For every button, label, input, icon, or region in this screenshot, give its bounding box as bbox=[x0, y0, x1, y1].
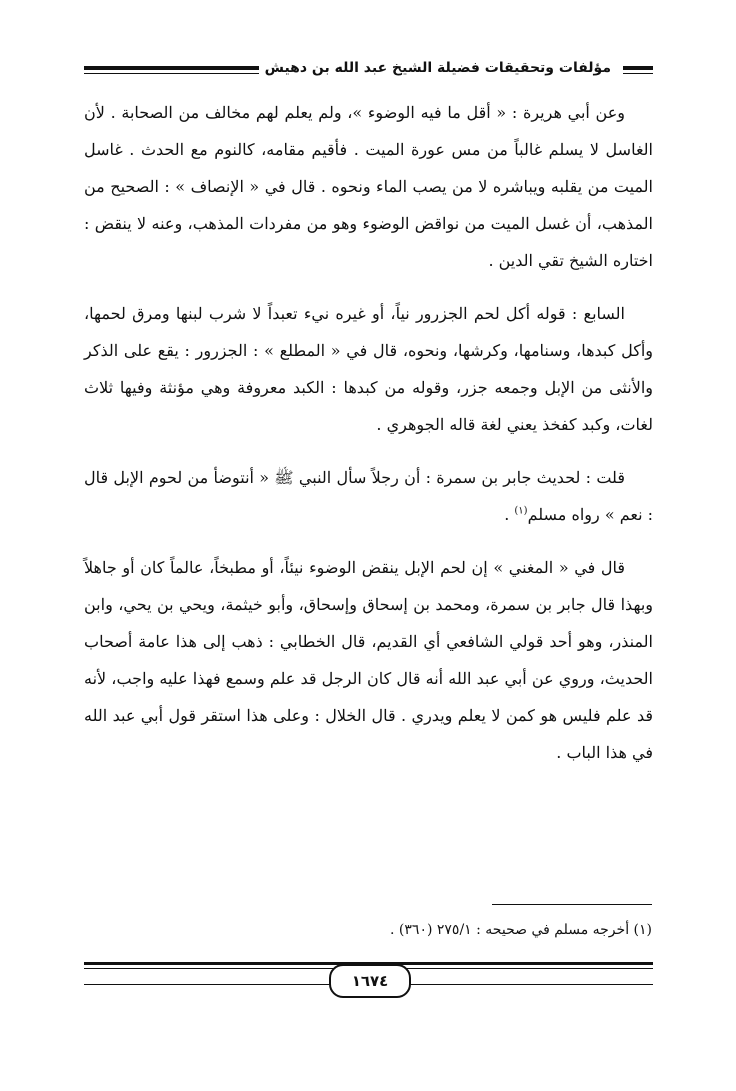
paragraph-3-tail: . bbox=[504, 505, 515, 524]
paragraph-3 bbox=[84, 459, 653, 533]
footnote-marker: (١) bbox=[514, 505, 528, 517]
paragraph-1: وعن أبي هريرة : « أقل ما فيه الوضوء »، ولم يعلم لهم مخالف من الصحابة . لأن الغاسل لا يسلم غالباً من مس عورة الميت . فأقيم مقامه، كالنوم مع الحدث . غاسل الميت من يقلبه ويباشره لا من يصب الماء ونحوه . قال في « الإنصاف » : الصحيح من المذهب، أن غسل الميت من نواقض الوضوء وهو من مفردات المذهب، وعنه لا ينقض : اختاره الشيخ تقي الدين . bbox=[84, 103, 653, 270]
header-rule-right-thin bbox=[623, 73, 653, 74]
page-footer bbox=[84, 956, 653, 996]
header-title: مؤلفات وتحقيقات فضيلة الشيخ عبد الله بن دهيش bbox=[259, 60, 617, 76]
footnote: (١) أخرجه مسلم في صحيحه : ٢٧٥/١ (٣٦٠) . bbox=[390, 922, 652, 938]
page-number: ١٦٧٤ bbox=[329, 964, 411, 998]
header-rule-right-thick bbox=[623, 66, 653, 70]
footnote-separator bbox=[492, 904, 652, 905]
paragraph-3-text: قلت : لحديث جابر بن سمرة : أن رجلاً سأل النبي ﷺ « أنتوضأ من لحوم الإبل قال : نعم » رواه مسلم bbox=[84, 468, 653, 524]
paragraph-4: قال في « المغني » إن لحم الإبل ينقض الوضوء نيئاً، أو مطبخاً، عالماً كان أو جاهلاً وبهذا قال جابر بن سمرة، ومحمد بن إسحاق وإسحاق، وأبو خيثمة، ويحي بن يحي، وابن المنذر، وهو أحد قولي الشافعي أي القديم، قال الخطابي : ذهب إلى هذا عامة أصحاب الحديث، وروي عن أبي عبد الله أنه قال كان الرجل قد علم وسمع فهذا عليه واجب، لأنه قد علم فليس هو كمن لا يعلم ويدري . قال الخلال : وعلى هذا استقر قول أبي عبد الله في هذا الباب . bbox=[84, 558, 653, 762]
running-header bbox=[84, 58, 653, 84]
main-text bbox=[84, 94, 653, 787]
paragraph-2: السابع : قوله أكل لحم الجزرور نياً، أو غيره نيء تعبداً لا شرب لبنها ومرق لحمها، وأكل كبدها، وسنامها، وكرشها، ونحوه، قال في « المطلع » : الجزرور : يقع على الذكر والأنثى من الإبل وجمعه جزر، وقوله من كبدها : الكبد معروفة وهي مؤنثة وفيها ثلاث لغات، وكبد كفخذ يعني لغة قاله الجوهري . bbox=[84, 304, 653, 434]
